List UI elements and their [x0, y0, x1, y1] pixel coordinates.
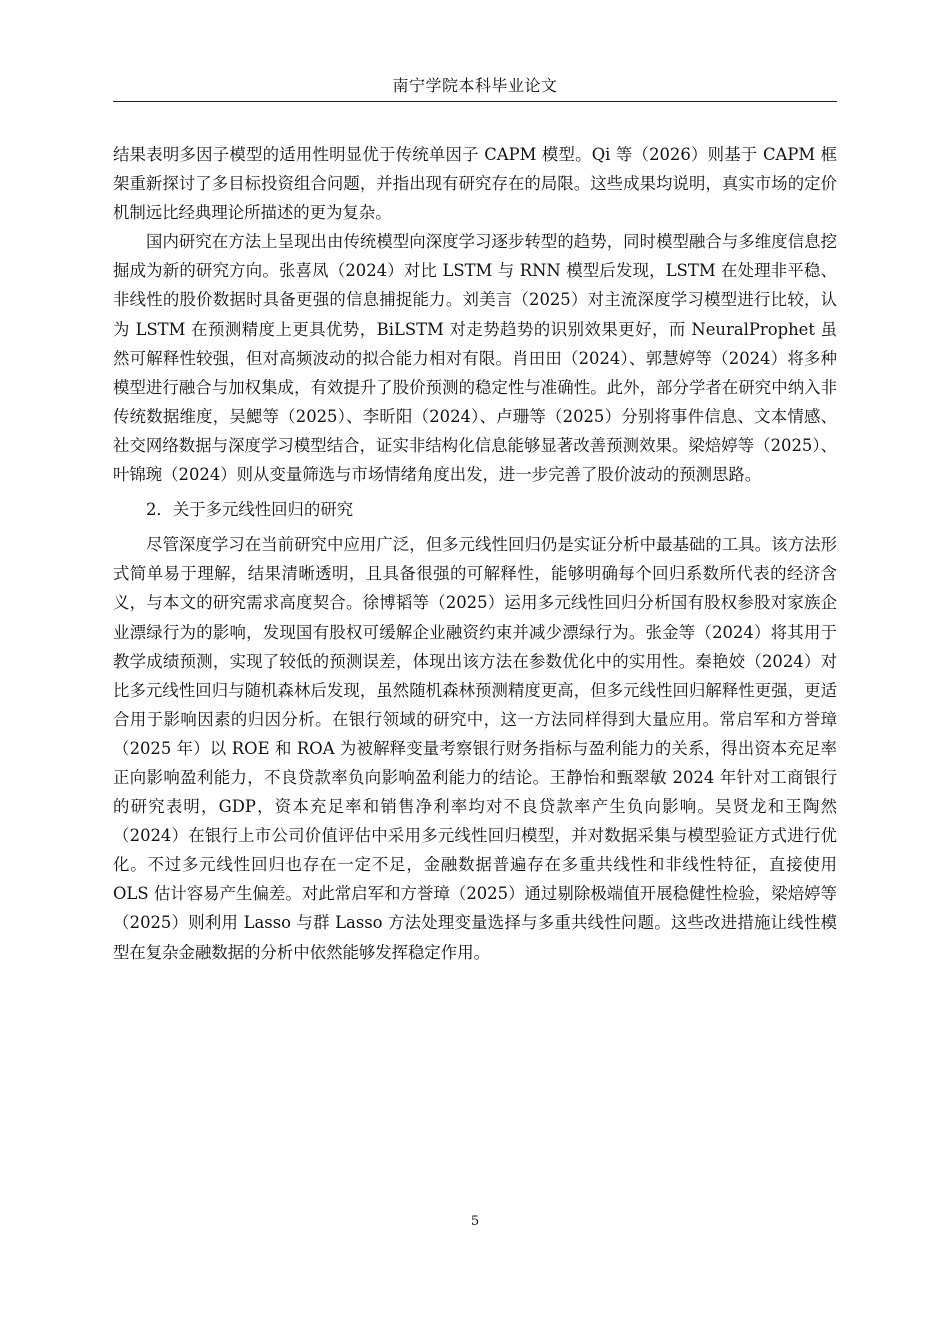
paragraph-linear-regression: 尽管深度学习在当前研究中应用广泛，但多元线性回归仍是实证分析中最基础的工具。该方法形式简单易于理解，结果清晰透明，且具备很强的可解释性，能够明确每个回归系数所代表的经济含义，与本文的研究需求高度契合。徐博韬等（2025）运用多元线性回归分析国有股权参股对家族企业漂绿行为的影响，发现国有股权可缓解企业融资约束并减少漂绿行为。张金等（2024）将其用于教学成绩预测，实现了较低的预测误差，体现出该方法在参数优化中的实用性。秦艳姣（2024）对比多元线性回归与随机森林后发现，虽然随机森林预测精度更高，但多元线性回归解释性更强，更适合用于影响因素的归因分析。在银行领域的研究中，这一方法同样得到大量应用。常启军和方誉璋（2025 年）以 ROE 和 ROA 为被解释变量考察银行财务指标与盈利能力的关系，得出资本充足率正向影响盈利能力，不良贷款率负向影响盈利能力的结论。王静怡和甄翠敏 2024 年针对工商银行的研究表明，GDP，资本充足率和销售净利率均对不良贷款率产生负向影响。吴贤龙和王陶然（2024）在银行上市公司价值评估中采用多元线性回归模型，并对数据采集与模型验证方式进行优化。不过多元线性回归也存在一定不足，金融数据普遍存在多重共线性和非线性特征，直接使用 OLS 估计容易产生偏差。对此常启军和方誉璋（2025）通过剔除极端值开展稳健性检验，梁焙婷等（2025）则利用 Lasso 与群 Lasso 方法处理变量选择与多重共线性问题。这些改进措施让线性模型在复杂金融数据的分析中依然能够发挥稳定作用。 — [113, 535, 837, 962]
body-text — [113, 140, 837, 967]
paragraph-continuation: 结果表明多因子模型的适用性明显优于传统单因子 CAPM 模型。Qi 等（2026）则基于 CAPM 框架重新探讨了多目标投资组合问题，并指出现有研究存在的局限。这些成果均说明，真实市场的定价机制远比经典理论所描述的更为复杂。 — [113, 145, 837, 223]
page-header-title: 南宁学院本科毕业论文 — [392, 76, 558, 95]
section-heading: 2．关于多元线性回归的研究 — [146, 500, 354, 520]
page-number: 5 — [470, 1214, 480, 1229]
paragraph-domestic-research: 国内研究在方法上呈现出由传统模型向深度学习逐步转型的趋势，同时模型融合与多维度信息挖掘成为新的研究方向。张喜凤（2024）对比 LSTM 与 RNN 模型后发现，LSTM 在处理非平稳、非线性的股价数据时具备更强的信息捕捉能力。刘美言（2025）对主流深度学习模型进行比较，认为 LSTM 在预测精度上更具优势，BiLSTM 对走势趋势的识别效果更好，而 NeuralProphet 虽然可解释性较强，但对高频波动的拟合能力相对有限。肖田田（2024）、郭慧婷等（2024）将多种模型进行融合与加权集成，有效提升了股价预测的稳定性与准确性。此外，部分学者在研究中纳入非传统数据维度，吴鰓等（2025）、李昕阳（2024）、卢珊等（2025）分别将事件信息、文本情感、社交网络数据与深度学习模型结合，证实非结构化信息能够显著改善预测效果。梁焙婷等（2025）、叶锦琬（2024）则从变量筛选与市场情绪角度出发，进一步完善了股价波动的预测思路。 — [113, 232, 837, 485]
header-divider — [113, 101, 837, 102]
